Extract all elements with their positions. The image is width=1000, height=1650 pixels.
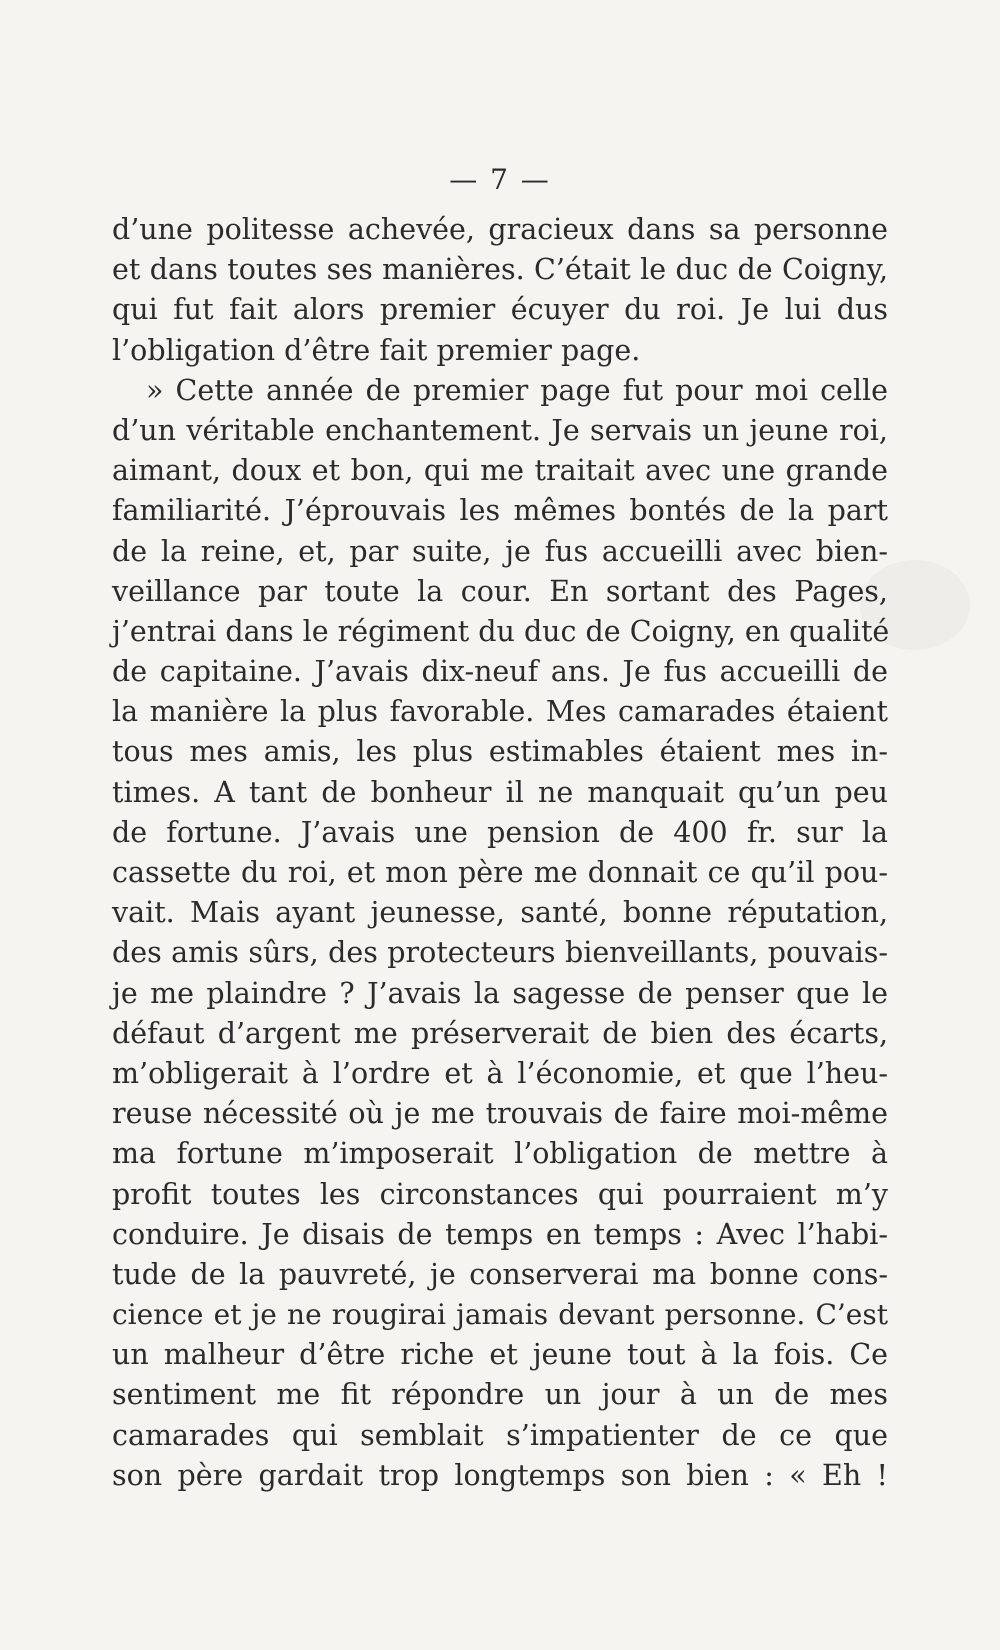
text-line: cience et je ne rougirai jamais devant personne. C’est [112,1298,888,1332]
text-line: conduire. Je disais de temps en temps : Avec l’habi- [112,1217,888,1251]
text-line: de fortune. J’avais une pension de 400 fr. sur la [112,815,888,849]
text-line: des amis sûrs, des protecteurs bienveillants, pouvais- [112,936,888,970]
text-line: tude de la pauvreté, je conserverai ma bonne cons- [112,1257,888,1291]
text-line: qui fut fait alors premier écuyer du roi. Je lui dus [112,293,888,327]
page-number: — 7 — [449,163,551,196]
body-text [112,210,888,1496]
text-line: » Cette année de premier page fut pour moi celle [146,373,888,407]
text-line: camarades qui semblait s’impatienter de ce que [112,1418,888,1452]
text-line: familiarité. J’éprouvais les mêmes bontés de la part [112,494,888,528]
text-line: la manière la plus favorable. Mes camarades étaient [112,695,888,729]
text-line: j’entrai dans le régiment du duc de Coigny, en qualité [112,614,890,648]
text-line: son père gardait trop longtemps son bien : « Eh ! [112,1458,888,1492]
text-line: un malheur d’être riche et jeune tout à la fois. Ce [112,1338,888,1372]
text-line: m’obligerait à l’ordre et à l’économie, et que l’heu- [112,1056,888,1090]
text-line: défaut d’argent me préserverait de bien des écarts, [112,1016,888,1050]
text-line: d’un véritable enchantement. Je servais un jeune roi, [112,413,888,447]
text-line: vait. Mais ayant jeunesse, santé, bonne réputation, [112,896,888,930]
text-line: et dans toutes ses manières. C’était le duc de Coigny, [112,253,888,287]
text-line: profit toutes les circonstances qui pourraient m’y [112,1177,888,1211]
text-line: d’une politesse achevée, gracieux dans sa personne [112,213,888,246]
text-line: l’obligation d’être fait premier page. [112,333,641,367]
text-line: times. A tant de bonheur il ne manquait qu’un peu [112,775,888,809]
text-line: ma fortune m’imposerait l’obligation de mettre à [112,1137,888,1171]
text-line: de la reine, et, par suite, je fus accueilli avec bien- [112,534,888,568]
text-line: reuse nécessité où je me trouvais de faire moi-même [112,1097,888,1131]
text-line: cassette du roi, et mon père me donnait ce qu’il pou- [112,856,888,889]
text-line: de capitaine. J’avais dix-neuf ans. Je fus accueilli de [112,655,888,689]
text-line: tous mes amis, les plus estimables étaient mes in- [112,735,888,769]
text-line: sentiment me fit répondre un jour à un de mes [112,1378,888,1412]
text-line: veillance par toute la cour. En sortant des Pages, [112,574,888,608]
text-line: je me plaindre ? J’avais la sagesse de penser que le [112,976,888,1010]
text-line: aimant, doux et bon, qui me traitait avec une grande [112,454,888,488]
